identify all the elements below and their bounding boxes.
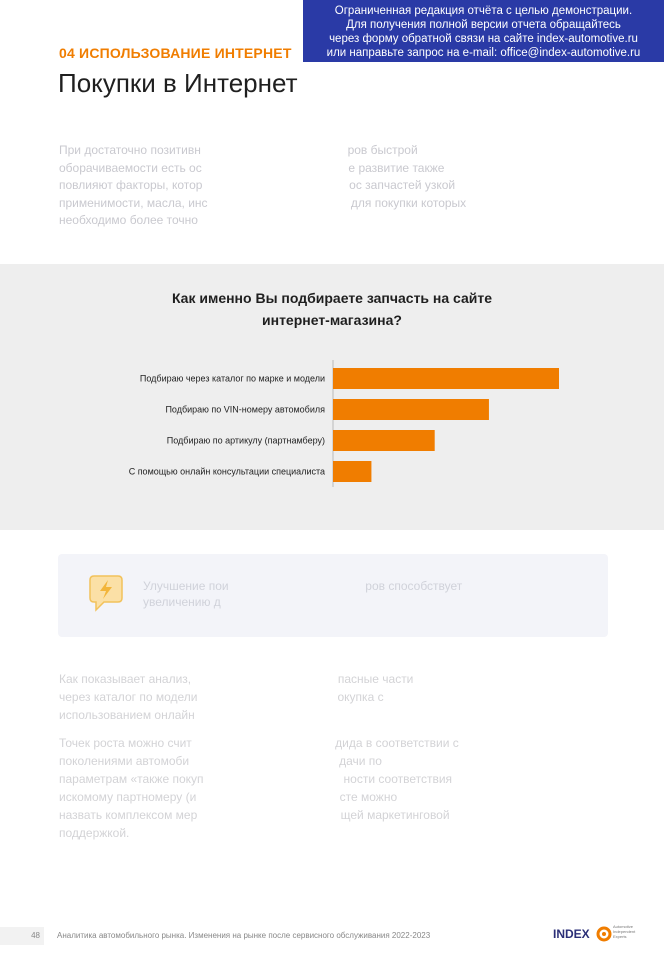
bar [333, 430, 435, 451]
bar-chart [0, 355, 664, 495]
tip-text [143, 578, 563, 610]
bar [333, 461, 371, 482]
body-line: использованием онлайн [59, 708, 195, 722]
banner-line: или направьте запрос на e-mail: office@index-automotive.ru [326, 47, 641, 59]
category-label: Подбираю по артикулу (партнамберу) [166, 435, 325, 446]
logo-sub-line: Automotive [613, 924, 634, 929]
category-label: Подбираю по VIN-номеру автомобиля [165, 404, 325, 415]
banner-line: Для получения полной версии отчета обращайтесь [346, 19, 621, 31]
intro-line: При достаточно позитивн ров быстрой [59, 143, 418, 157]
body-line: поддержкой. [59, 826, 130, 840]
body-line: через каталог по модели окупка с [59, 690, 384, 704]
index-logo-wordmark: INDEX [553, 927, 590, 941]
banner-line: Ограниченная редакция отчёта с целью демонстрации. [334, 5, 633, 17]
intro-line: повлияют факторы, котор ос запчастей узкой [59, 178, 456, 192]
tip-line: увеличению д [143, 595, 221, 609]
logo-sub-line: Independent [613, 929, 636, 934]
intro-line: необходимо более точно [59, 213, 198, 227]
category-label: С помощью онлайн консультации специалиста [128, 466, 325, 477]
body-paragraph [59, 670, 604, 724]
page-title: Покупки в Интернет [58, 68, 298, 98]
lightning-bubble-icon [88, 572, 124, 612]
body-paragraph [59, 734, 604, 842]
body-line: назвать комплексом мер щей маркетинговой [59, 808, 450, 822]
intro-line: оборачиваемости есть ос е развитие также [59, 160, 445, 175]
chart-title-line: Как именно Вы подбираете запчасть на сайте [171, 290, 493, 306]
bar [333, 399, 489, 420]
intro-paragraph [59, 142, 604, 230]
body-line: искомому партномеру (и сте можно [59, 790, 398, 804]
body-line: Как показывает анализ, пасные части [59, 672, 414, 686]
chart-title-line: интернет-магазина? [262, 312, 402, 328]
section-label: 04 ИСПОЛЬЗОВАНИЕ ИНТЕРНЕТ [59, 45, 292, 61]
body-line: Точек роста можно счит дида в соответствии с [59, 736, 459, 750]
logo-subtitle [613, 924, 643, 939]
category-label: Подбираю через каталог по марке и модели [139, 373, 325, 384]
intro-line: применимости, масла, инс для покупки которых [59, 195, 467, 210]
body-line: поколениями автомоби дачи по [59, 754, 382, 768]
chart-title [0, 287, 664, 331]
body-line: параметрам «также покуп ности соответствия [59, 772, 453, 786]
body-text [59, 670, 604, 852]
footer-text: Аналитика автомобильного рынка. Изменения на рынке после сервисного обслуживания 2022-2023 [57, 931, 431, 940]
page-number: 48 [0, 927, 44, 945]
tip-line: Улучшение пои ров способствует [143, 579, 463, 593]
demo-banner [303, 0, 664, 62]
logo-sub-line: Experts [613, 934, 627, 939]
bar [333, 368, 559, 389]
banner-line: через форму обратной связи на сайте index-automotive.ru [329, 33, 638, 45]
